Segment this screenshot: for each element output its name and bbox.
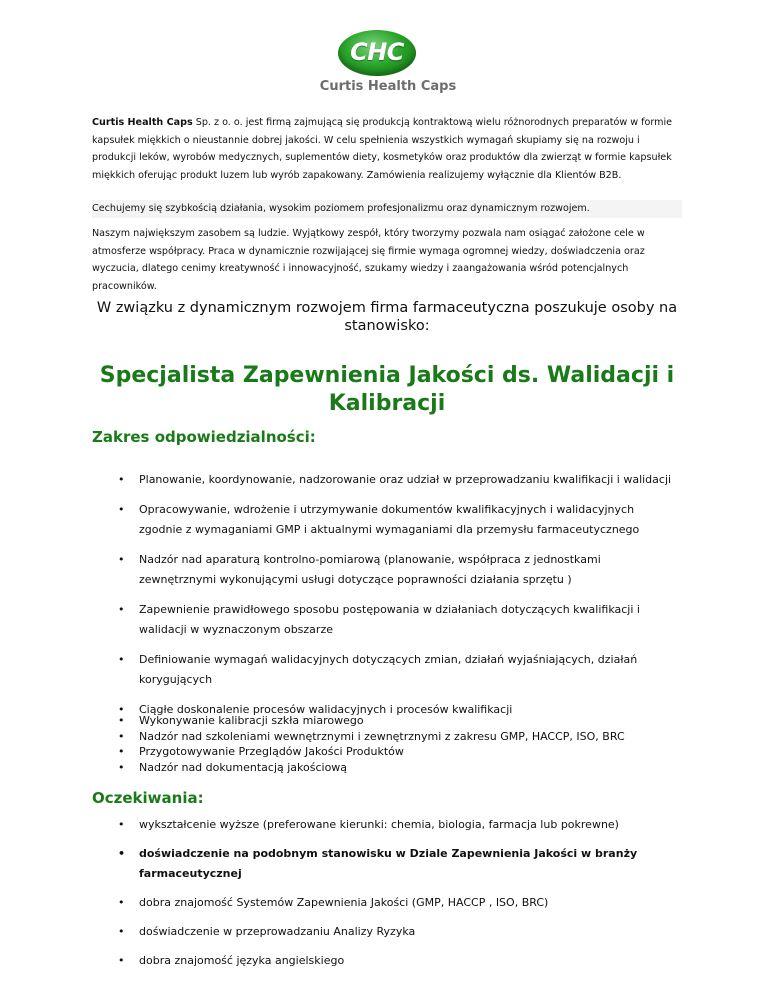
bullet-icon: •	[118, 703, 125, 716]
bullet-icon: •	[118, 729, 125, 743]
list-item-text: Planowanie, koordynowanie, nadzorowanie oraz udział w przeprowadzaniu kwalifikacji i walidacji	[139, 473, 672, 486]
list-item-text: Przygotowywanie Przeglądów Jakości Produktów	[139, 745, 404, 758]
list-item	[92, 650, 672, 690]
list-item	[92, 922, 672, 942]
job-title: Specjalista Zapewnienia Jakości ds. Walidacji i Kalibracji	[99, 363, 675, 416]
responsibilities-list-continued	[92, 713, 672, 775]
bullet-icon: •	[118, 714, 125, 727]
list-item-text: Nadzór nad aparaturą kontrolno-pomiarową (planowanie, współpraca z jednostkami zewnętrznymi wykonującymi usługi dotyczące poprawności działania sprzętu )	[139, 553, 601, 586]
bullet-icon: •	[118, 553, 125, 566]
bullet-icon: •	[118, 896, 125, 909]
list-item	[92, 760, 672, 776]
list-item-text: Definiowanie wymagań walidacyjnych dotyczących zmian, działań wyjaśniających, działań korygujących	[139, 653, 638, 686]
intro-company-name: Curtis Health Caps	[92, 117, 193, 128]
list-item-text: Zapewnienie prawidłowego sposobu postępowania w działaniach dotyczących kwalifikacji i walidacji w wyznaczonym obszarze	[139, 603, 640, 636]
logo-initials: CHC	[350, 38, 404, 66]
bullet-icon: •	[118, 847, 126, 860]
list-item	[92, 951, 672, 971]
bullet-icon: •	[118, 818, 125, 831]
list-item	[92, 713, 672, 729]
expectations-heading: Oczekiwania:	[92, 789, 204, 807]
bullet-icon: •	[118, 745, 125, 758]
list-item	[92, 744, 672, 760]
list-item-text: Opracowywanie, wdrożenie i utrzymywanie dokumentów kwalifikacyjnych i walidacyjnych zgodnie z wymaganiami GMP i aktualnymi wymaganiami dla przemysłu farmaceutycznego	[139, 503, 640, 536]
logo-company-name: Curtis Health Caps	[319, 79, 457, 94]
list-item-text: doświadczenie w przeprowadzaniu Analizy Ryzyka	[139, 925, 416, 938]
bullet-icon: •	[118, 603, 125, 616]
naszym-paragraph: Naszym największym zasobem są ludzie. Wyjątkowy zespół, który tworzymy pozwala nam osiągać założone cele w atmosferze współpracy. Praca w dynamicznie rozwijającej się firmie wymaga ogromnej wiedzy, doświadczenia oraz wyczucia, dlatego cenimy kreatywność i innowacyjność, szukamy wiedzy i zaangażowania wśród potencjalnych pracowników.	[92, 228, 645, 292]
announcement-text: W związku z dynamicznym rozwojem firma farmaceutyczna poszukuje osoby na stanowisko:	[96, 300, 678, 334]
bullet-icon: •	[118, 503, 125, 516]
list-item	[92, 550, 672, 590]
intro-text: Sp. z o. o. jest firmą zajmującą się produkcją kontraktową wielu różnorodnych preparatów w formie kapsułek miękkich o nieustannie dobrej jakości. W celu spełnienia wszystkich wymagań skupiamy się na rozwoju i produkcji leków, wyrobów medycznych, suplementów diety, kosmetyków oraz produktów dla zwierząt w formie kapsułek miękkich oferując produkt luzem lub wyrób zapakowany. Zamówienia realizujemy wyłącznie dla Klientów B2B.	[92, 117, 673, 181]
list-item-text: dobra znajomość Systemów Zapewnienia Jakości (GMP, HACCP , ISO, BRC)	[139, 896, 549, 909]
company-logo	[318, 30, 458, 102]
list-item-text: Wykonywanie kalibracji szkła miarowego	[139, 714, 364, 727]
list-item	[92, 500, 672, 540]
list-item	[92, 844, 672, 884]
responsibilities-list	[92, 470, 672, 730]
cechujemy-paragraph: Cechujemy się szybkością działania, wysokim poziomem profesjonalizmu oraz dynamicznym rozwojem.	[92, 200, 682, 218]
list-item	[92, 600, 672, 640]
expectations-list	[92, 815, 672, 980]
responsibilities-heading: Zakres odpowiedzialności:	[92, 428, 316, 446]
list-item	[92, 470, 672, 490]
bullet-icon: •	[118, 653, 125, 666]
list-item	[92, 815, 672, 835]
list-item-text: Nadzór nad szkoleniami wewnętrznymi i zewnętrznymi z zakresu GMP, HACCP, ISO, BRC	[139, 729, 625, 743]
list-item	[92, 893, 672, 913]
list-item-text: Nadzór nad dokumentacją jakościową	[139, 760, 348, 774]
list-item-text: wykształcenie wyższe (preferowane kierunki: chemia, biologia, farmacja lub pokrewne)	[139, 818, 619, 831]
list-item-text: Ciągłe doskonalenie procesów walidacyjnych i procesów kwalifikacji	[139, 703, 513, 716]
bullet-icon: •	[118, 925, 125, 938]
bullet-icon: •	[118, 473, 125, 486]
bullet-icon: •	[118, 954, 125, 967]
list-item	[92, 729, 672, 745]
list-item-text: dobra znajomość języka angielskiego	[139, 954, 345, 967]
bullet-icon: •	[118, 760, 125, 774]
list-item-text: doświadczenie na podobnym stanowisku w Dziale Zapewnienia Jakości w branży farmaceutycznej	[139, 847, 638, 880]
intro-paragraph	[92, 114, 682, 184]
